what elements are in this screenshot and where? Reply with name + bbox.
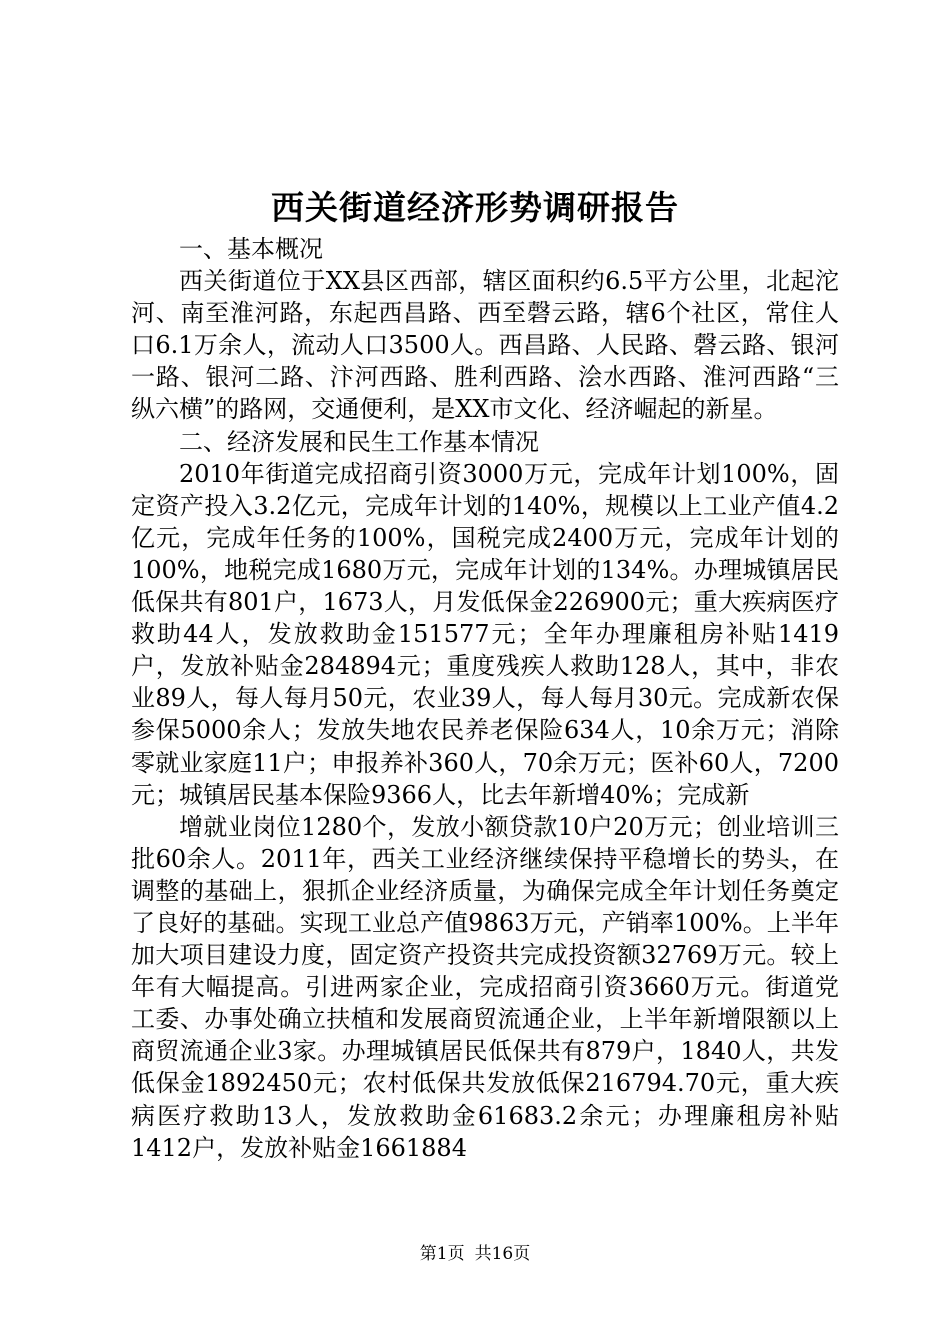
section-heading: 一、基本概况 <box>179 235 323 263</box>
page-number: 第1页 <box>419 1244 465 1264</box>
page-footer <box>0 1243 950 1265</box>
document-title: 西关街道经济形势调研报告 <box>271 188 679 227</box>
section-heading: 二、经济发展和民生工作基本情况 <box>179 427 539 456</box>
document-body <box>131 233 839 1164</box>
page-total: 共16页 <box>474 1244 531 1264</box>
body-paragraph: 2010年街道完成招商引资3000万元，完成年计划100%，固定资产投入3.2亿元，完成年计划的140%，规模以上工业产值4.2亿元，完成年任务的100%，国税完成2400万元，完成年计划的100%，地税完成1680万元，完成年计划的134%。办理城镇居民低保共有801户，1673人，月发低保金226900元；重大疾病医疗救助44人，发放救助金151577元；全年办理廉租房补贴1419户，发放补贴金284894元；重度残疾人救助128人，其中，非农业89人，每人每月50元，农业39人，每人每月30元。完成新农保参保5000余人；发放失地农民养老保险634人，10余万元；消除零就业家庭11户；申报养补360人，70余万元；医补60人，7200元；城镇居民基本保险9366人，比去年新增40%；完成新 <box>131 459 839 809</box>
body-paragraph: 西关街道位于XX县区西部，辖区面积约6.5平方公里，北起沱河、南至淮河路，东起西昌路、西至磬云路，辖6个社区，常住人口6.1万余人，流动人口3500人。西昌路、人民路、磬云路、银河一路、银河二路、汴河西路、胜利西路、浍水西路、淮河西路“三纵六横”的路网，交通便利，是XX市文化、经济崛起的新星。 <box>131 267 839 424</box>
body-paragraph: 增就业岗位1280个，发放小额贷款10户20万元；创业培训三批60余人。2011年，西关工业经济继续保持平稳增长的势头，在调整的基础上，狠抓企业经济质量，为确保完成全年计划任务奠定了良好的基础。实现工业总产值9863万元，产销率100%。上半年加大项目建设力度，固定资产投资共完成投资额32769万元。较上年有大幅提高。引进两家企业，完成招商引资3660万元。街道党工委、办事处确立扶植和发展商贸流通企业，上半年新增限额以上商贸流通企业3家。办理城镇居民低保共有879户，1840人，共发低保金1892450元；农村低保共发放低保216794.70元，重大疾病医疗救助13人，发放救助金61683.2余元；办理廉租房补贴1412户，发放补贴金1661884 <box>131 812 839 1162</box>
